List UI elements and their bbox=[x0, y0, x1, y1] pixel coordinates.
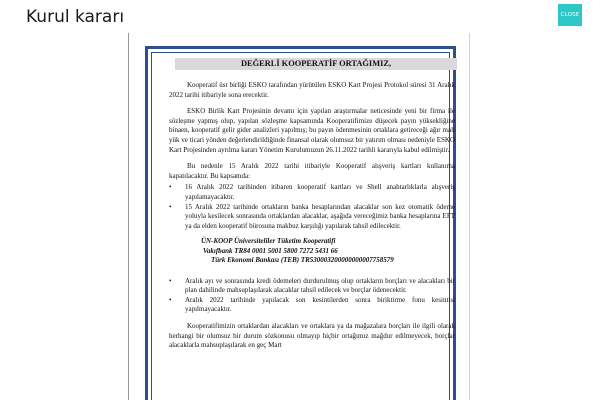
document-body bbox=[169, 81, 455, 358]
bank-line-2: Vakıfbank TR84 0001 5001 5800 7272 5431 66 bbox=[203, 246, 338, 255]
document-image bbox=[128, 33, 470, 400]
paragraph-3: Bu nedenle 15 Aralık 2022 tarihi itibariyle Kooperatif alışveriş kartları kullanıma kapatılacaktır. Bu kapsamda: bbox=[169, 162, 455, 180]
list-item: • Aralık 2022 tarihinde yapılacak son kesintilerden sonra biriktirme fonu kesintisi yapılmayacaktır. bbox=[169, 295, 455, 314]
bullet-icon: • bbox=[169, 295, 172, 304]
document-heading: DEĞERLİ KOOPERATİF ORTAĞIMIZ, bbox=[175, 58, 457, 70]
bullet-icon: • bbox=[169, 276, 172, 285]
bank-line-1: ÜN-KOOP Üniversiteliler Tüketim Kooperatifi bbox=[201, 237, 336, 246]
list-item: • 16 Aralık 2022 tarihinden itibaren kooperatif kartları ve Shell anahtarlıklarla alışveriş yapılamayacaktır. bbox=[169, 183, 455, 201]
bullet-list-1 bbox=[169, 183, 455, 231]
list-item: • Aralık ayı ve sonrasında kredi ödemeleri durdurulmuş olup ortakların borçları ve alacakları bir plan dahilinde mahsuplaşılarak alacaklar tahsil edilecek ve borçlar ödenecektir. bbox=[169, 276, 455, 295]
modal-header bbox=[0, 0, 600, 34]
paragraph-2: ESKO Birlik Kart Projesinin devamı için yapılan araştırmalar neticesinde yeni bir firma ile sözleşme yapmış olup, yapılan sözleşme kapsamında Kooperatifimize düşecek payın yüksekliğine binaen, kooperatif gelir gider analizleri yapılmış; bu payın ödenmesinin ortaklara getireceği ağır mali yük ve ticari yönden değerlendirildiğinde finansal olarak olumsuz bir yatırım olması nedeniyle ESKO Kart Projesinden ayrılma kararı Yönetim Kurulumuzun 26.11.2022 tarihli kararıyla kabul edilmiştir. bbox=[169, 107, 455, 154]
bank-accounts bbox=[169, 237, 455, 265]
bullet-list-2 bbox=[169, 277, 455, 315]
modal-title: Kurul kararı bbox=[26, 7, 125, 27]
closing-paragraph: Kooperatifimizin ortaklardan alacakları ve ortaklara ya da mağazalara borçları ile ilgili olarak herhangi bir olumsuz bir durum sözkonusu olmayıp hiçbir ortağımız mağdur edilmeyecek, borçlar alacaklarla mahsuplaşılarak en geç Mart bbox=[169, 321, 455, 350]
bullet-icon: • bbox=[169, 202, 172, 211]
bullet-icon: • bbox=[169, 183, 172, 192]
paragraph-1: Kooperatif üst birliği ESKO tarafından yürütülen ESKO Kart Projesi Protokol süresi 31 Aralık 2022 tarihi itibariyle sona erecektir. bbox=[169, 81, 455, 99]
close-button[interactable]: CLOSE bbox=[558, 4, 582, 26]
list-item: • 15 Aralık 2022 tarihinde ortakların banka hesaplarından alacaklar son kez otomatik ödeme yoluyla kesilecek sonrasında ortaklardan alacaklar, aşağıda vereceğimiz banka hesaplarına EFT ya da elden kooperatif bürosuna makbuz karşılığı yapılarak tahsil edilecektir. bbox=[169, 202, 455, 230]
bank-line-3: Türk Ekonomi Bankası (TEB) TR530003200000000007758579 bbox=[211, 256, 394, 265]
